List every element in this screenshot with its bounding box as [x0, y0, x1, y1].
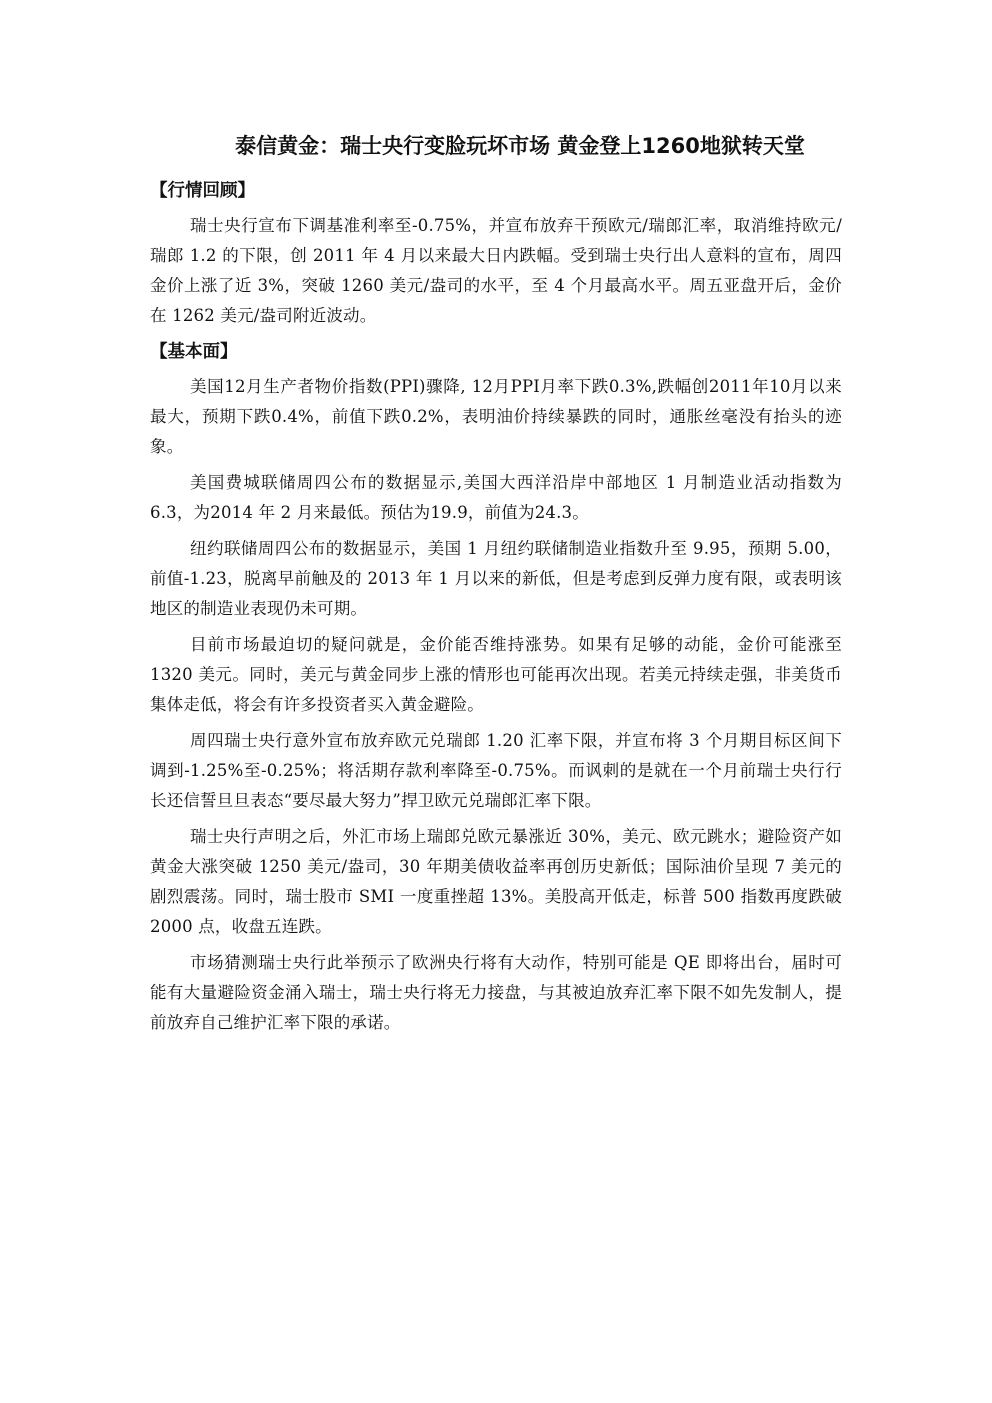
paragraph: 瑞士央行声明之后，外汇市场上瑞郎兑欧元暴涨近 30%，美元、欧元跳水；避险资产如黄金大涨突破 1250 美元/盎司，30 年期美债收益率再创历史新低；国际油价呈现 7 美元的剧烈震荡。同时，瑞士股市 SMI 一度重挫超 13%。美股高开低走，标普 500 指数再度跌破 2000 点，收盘五连跌。	[150, 827, 842, 936]
paragraph: 瑞士央行宣布下调基准利率至-0.75%，并宣布放弃干预欧元/瑞郎汇率，取消维持欧元/瑞郎 1.2 的下限，创 2011 年 4 月以来最大日内跌幅。受到瑞士央行出人意料的宣布，周四金价上涨了近 3%，突破 1260 美元/盎司的水平，至 4 个月最高水平。周五亚盘开后，金价在 1262 美元/盎司附近波动。	[150, 216, 842, 325]
paragraph: 周四瑞士央行意外宣布放弃欧元兑瑞郎 1.20 汇率下限，并宣布将 3 个月期目标区间下调到-1.25%至-0.25%；将活期存款利率降至-0.75%。而讽刺的是就在一个月前瑞士央行行长还信誓旦旦表态“要尽最大努力”捍卫欧元兑瑞郎汇率下限。	[150, 731, 842, 810]
document-body	[150, 176, 842, 1044]
paragraph: 市场猜测瑞士央行此举预示了欧洲央行将有大动作，特别可能是 QE 即将出台，届时可能有大量避险资金涌入瑞士，瑞士央行将无力接盘，与其被迫放弃汇率下限不如先发制人，提前放弃自己维护汇率下限的承诺。	[150, 953, 842, 1032]
paragraph: 美国12月生产者物价指数(PPI)骤降, 12月PPI月率下跌0.3%,跌幅创2011年10月以来最大，预期下跌0.4%，前值下跌0.2%，表明油价持续暴跌的同时，通胀丝毫没有抬头的迹象。	[150, 377, 842, 456]
paragraph: 纽约联储周四公布的数据显示，美国 1 月纽约联储制造业指数升至 9.95，预期 5.00，前值-1.23，脱离早前触及的 2013 年 1 月以来的新低，但是考虑到反弹力度有限，或表明该地区的制造业表现仍未可期。	[150, 539, 842, 618]
document-title: 泰信黄金：瑞士央行变脸玩坏市场 黄金登上1260地狱转天堂	[235, 134, 805, 158]
paragraph: 目前市场最迫切的疑问就是，金价能否维持涨势。如果有足够的动能，金价可能涨至 1320 美元。同时，美元与黄金同步上涨的情形也可能再次出现。若美元持续走强，非美货币集体走低，将会有许多投资者买入黄金避险。	[150, 635, 842, 714]
section-heading-market-review: 【行情回顾】	[150, 181, 255, 201]
section-heading-fundamentals: 【基本面】	[150, 342, 238, 362]
paragraph: 美国费城联储周四公布的数据显示,美国大西洋沿岸中部地区 1 月制造业活动指数为6.3，为2014 年 2 月来最低。预估为19.9，前值为24.3。	[150, 473, 842, 522]
